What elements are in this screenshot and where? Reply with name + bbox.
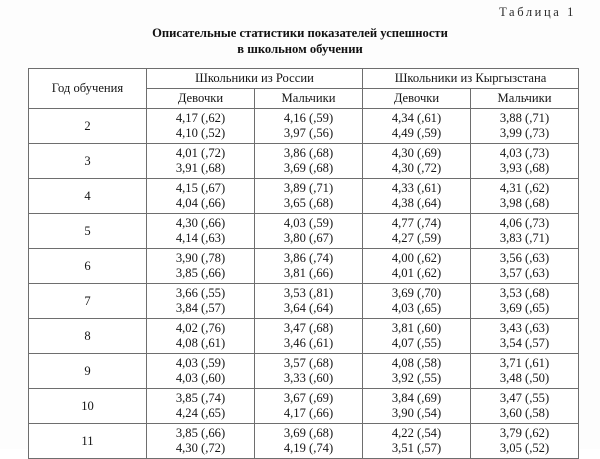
data-cell-russia-girls <box>147 214 255 249</box>
value-line-1: 3,86 (,74) <box>283 250 334 265</box>
value-line-1: 3,53 (,81) <box>283 285 334 300</box>
table-caption-line-1: Описательные статистики показателей успешности <box>152 26 448 40</box>
table-row <box>29 109 579 144</box>
data-cell-russia-girls <box>147 284 255 319</box>
column-header-year: Год обучения <box>29 69 147 109</box>
value-line-2: 4,27 (,59) <box>391 231 442 245</box>
data-cell-russia-girls <box>147 354 255 389</box>
value-line-1: 3,89 (,71) <box>283 180 334 195</box>
data-cell-russia-girls <box>147 424 255 459</box>
value-line-1: 4,00 (,62) <box>391 250 442 265</box>
data-cell-russia-boys <box>255 424 363 459</box>
column-group-header-kyrgyzstan: Школьники из Кыргызстана <box>363 69 579 89</box>
value-line-1: 3,69 (,70) <box>391 285 442 300</box>
data-cell-russia-boys <box>255 249 363 284</box>
value-line-2: 4,30 (,72) <box>391 161 442 175</box>
data-cell-kyrgyzstan-girls <box>363 424 471 459</box>
value-line-1: 4,03 (,59) <box>283 215 334 230</box>
data-cell-russia-boys <box>255 354 363 389</box>
value-line-1: 3,90 (,78) <box>175 250 226 265</box>
data-cell-kyrgyzstan-boys <box>471 109 579 144</box>
table-caption <box>0 26 600 57</box>
column-header-kyrgyzstan-boys: Мальчики <box>471 89 579 109</box>
data-cell-kyrgyzstan-boys <box>471 179 579 214</box>
statistics-table-container <box>28 68 578 459</box>
data-cell-kyrgyzstan-girls <box>363 179 471 214</box>
year-cell: 3 <box>29 144 147 179</box>
table-row <box>29 214 579 249</box>
data-cell-russia-boys <box>255 179 363 214</box>
value-line-2: 4,08 (,61) <box>175 336 226 350</box>
value-line-1: 4,06 (,73) <box>499 215 550 230</box>
data-cell-kyrgyzstan-girls <box>363 144 471 179</box>
value-line-2: 3,46 (,61) <box>283 336 334 350</box>
value-line-1: 4,22 (,54) <box>391 425 442 440</box>
value-line-2: 4,03 (,60) <box>175 371 226 385</box>
table-row <box>29 249 579 284</box>
data-cell-kyrgyzstan-girls <box>363 319 471 354</box>
value-line-2: 4,14 (,63) <box>175 231 226 245</box>
table-row <box>29 179 579 214</box>
data-cell-kyrgyzstan-girls <box>363 389 471 424</box>
value-line-1: 3,71 (,61) <box>499 355 550 370</box>
value-line-2: 3,90 (,54) <box>391 406 442 420</box>
data-cell-kyrgyzstan-boys <box>471 354 579 389</box>
value-line-2: 3,48 (,50) <box>499 371 550 385</box>
value-line-1: 3,79 (,62) <box>499 425 550 440</box>
value-line-1: 4,30 (,69) <box>391 145 442 160</box>
value-line-1: 3,43 (,63) <box>499 320 550 335</box>
column-header-russia-girls: Девочки <box>147 89 255 109</box>
value-line-1: 4,77 (,74) <box>391 215 442 230</box>
value-line-2: 3,64 (,64) <box>283 301 334 315</box>
data-cell-russia-girls <box>147 109 255 144</box>
value-line-2: 4,07 (,55) <box>391 336 442 350</box>
value-line-2: 3,84 (,57) <box>175 301 226 315</box>
data-cell-kyrgyzstan-boys <box>471 284 579 319</box>
value-line-1: 3,57 (,68) <box>283 355 334 370</box>
value-line-2: 3,69 (,65) <box>499 301 550 315</box>
data-cell-kyrgyzstan-boys <box>471 249 579 284</box>
value-line-2: 3,99 (,73) <box>499 126 550 140</box>
value-line-2: 4,24 (,65) <box>175 406 226 420</box>
column-header-kyrgyzstan-girls: Девочки <box>363 89 471 109</box>
value-line-1: 3,84 (,69) <box>391 390 442 405</box>
value-line-2: 3,65 (,68) <box>283 196 334 210</box>
value-line-1: 4,03 (,59) <box>175 355 226 370</box>
value-line-2: 3,60 (,58) <box>499 406 550 420</box>
value-line-2: 3,93 (,68) <box>499 161 550 175</box>
data-cell-kyrgyzstan-girls <box>363 354 471 389</box>
value-line-1: 3,85 (,74) <box>175 390 226 405</box>
value-line-1: 3,69 (,68) <box>283 425 334 440</box>
value-line-2: 4,01 (,62) <box>391 266 442 280</box>
year-cell: 6 <box>29 249 147 284</box>
value-line-1: 4,15 (,67) <box>175 180 226 195</box>
value-line-1: 4,33 (,61) <box>391 180 442 195</box>
statistics-table <box>28 68 579 459</box>
data-cell-russia-boys <box>255 144 363 179</box>
value-line-2: 3,83 (,71) <box>499 231 550 245</box>
value-line-2: 4,38 (,64) <box>391 196 442 210</box>
data-cell-russia-boys <box>255 109 363 144</box>
table-row <box>29 424 579 459</box>
data-cell-russia-girls <box>147 319 255 354</box>
table-row <box>29 284 579 319</box>
value-line-1: 4,17 (,62) <box>175 110 226 125</box>
value-line-2: 3,91 (,68) <box>175 161 226 175</box>
value-line-1: 3,85 (,66) <box>175 425 226 440</box>
value-line-2: 4,04 (,66) <box>175 196 226 210</box>
value-line-1: 3,53 (,68) <box>499 285 550 300</box>
year-cell: 11 <box>29 424 147 459</box>
column-header-russia-boys: Мальчики <box>255 89 363 109</box>
value-line-1: 3,88 (,71) <box>499 110 550 125</box>
year-cell: 8 <box>29 319 147 354</box>
value-line-2: 4,19 (,74) <box>283 441 334 455</box>
value-line-1: 3,47 (,68) <box>283 320 334 335</box>
value-line-2: 3,51 (,57) <box>391 441 442 455</box>
data-cell-kyrgyzstan-boys <box>471 214 579 249</box>
data-cell-russia-boys <box>255 214 363 249</box>
data-cell-kyrgyzstan-boys <box>471 424 579 459</box>
year-cell: 10 <box>29 389 147 424</box>
value-line-2: 4,17 (,66) <box>283 406 334 420</box>
value-line-1: 4,08 (,58) <box>391 355 442 370</box>
year-cell: 7 <box>29 284 147 319</box>
data-cell-kyrgyzstan-boys <box>471 389 579 424</box>
value-line-2: 3,05 (,52) <box>499 441 550 455</box>
year-cell: 2 <box>29 109 147 144</box>
data-cell-russia-girls <box>147 249 255 284</box>
data-cell-kyrgyzstan-girls <box>363 284 471 319</box>
data-cell-russia-girls <box>147 389 255 424</box>
value-line-1: 4,34 (,61) <box>391 110 442 125</box>
value-line-1: 4,03 (,73) <box>499 145 550 160</box>
value-line-1: 4,30 (,66) <box>175 215 226 230</box>
data-cell-russia-boys <box>255 389 363 424</box>
data-cell-kyrgyzstan-boys <box>471 144 579 179</box>
value-line-2: 3,98 (,68) <box>499 196 550 210</box>
year-cell: 5 <box>29 214 147 249</box>
data-cell-kyrgyzstan-girls <box>363 109 471 144</box>
table-caption-line-2: в школьном обучении <box>237 41 363 56</box>
value-line-2: 3,85 (,66) <box>175 266 226 280</box>
table-row <box>29 389 579 424</box>
data-cell-kyrgyzstan-girls <box>363 214 471 249</box>
value-line-2: 3,57 (,63) <box>499 266 550 280</box>
data-cell-russia-boys <box>255 284 363 319</box>
value-line-1: 3,81 (,60) <box>391 320 442 335</box>
data-cell-russia-boys <box>255 319 363 354</box>
value-line-1: 3,47 (,55) <box>499 390 550 405</box>
data-cell-russia-girls <box>147 144 255 179</box>
value-line-2: 4,30 (,72) <box>175 441 226 455</box>
value-line-2: 4,49 (,59) <box>391 126 442 140</box>
value-line-2: 4,10 (,52) <box>175 126 226 140</box>
value-line-2: 3,80 (,67) <box>283 231 334 245</box>
value-line-1: 3,66 (,55) <box>175 285 226 300</box>
table-header <box>29 69 579 109</box>
value-line-2: 3,54 (,57) <box>499 336 550 350</box>
value-line-1: 4,02 (,76) <box>175 320 226 335</box>
value-line-1: 4,31 (,62) <box>499 180 550 195</box>
table-row <box>29 144 579 179</box>
value-line-1: 3,86 (,68) <box>283 145 334 160</box>
data-cell-kyrgyzstan-girls <box>363 249 471 284</box>
year-cell: 4 <box>29 179 147 214</box>
table-row <box>29 319 579 354</box>
value-line-2: 3,33 (,60) <box>283 371 334 385</box>
data-cell-kyrgyzstan-boys <box>471 319 579 354</box>
year-cell: 9 <box>29 354 147 389</box>
value-line-1: 3,67 (,69) <box>283 390 334 405</box>
value-line-2: 3,97 (,56) <box>283 126 334 140</box>
table-body <box>29 109 579 459</box>
table-number-label: Таблица 1 <box>499 5 576 19</box>
value-line-2: 3,69 (,68) <box>283 161 334 175</box>
column-group-header-russia: Школьники из России <box>147 69 363 89</box>
data-cell-russia-girls <box>147 179 255 214</box>
value-line-2: 4,03 (,65) <box>391 301 442 315</box>
value-line-1: 3,56 (,63) <box>499 250 550 265</box>
value-line-1: 4,01 (,72) <box>175 145 226 160</box>
table-row <box>29 354 579 389</box>
value-line-2: 3,81 (,66) <box>283 266 334 280</box>
value-line-2: 3,92 (,55) <box>391 371 442 385</box>
value-line-1: 4,16 (,59) <box>283 110 334 125</box>
table-header-row-groups <box>29 69 579 89</box>
